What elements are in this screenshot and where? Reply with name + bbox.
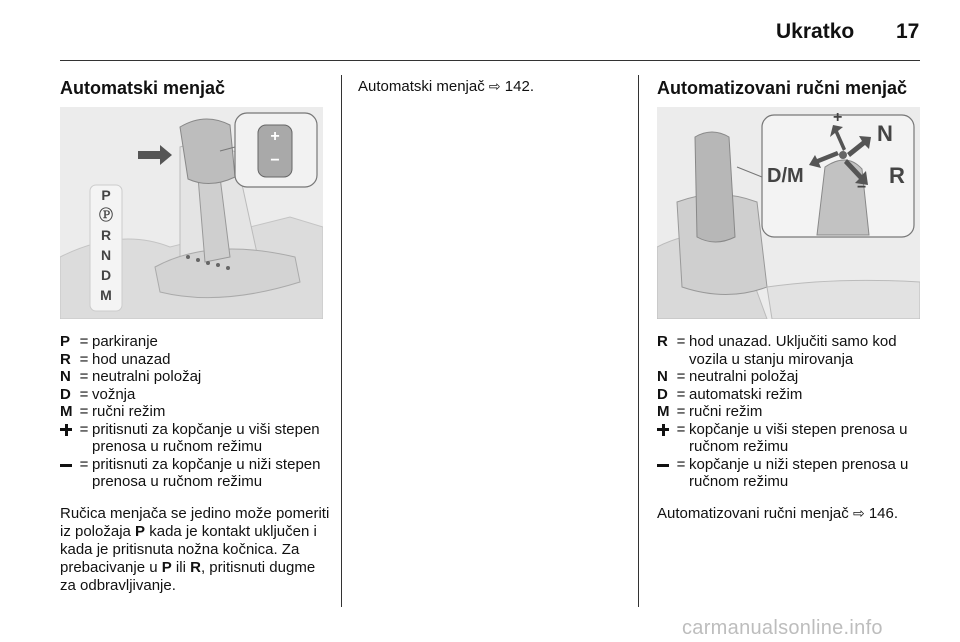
legend-row: N = neutralni položaj (657, 368, 923, 386)
figure-label-m: M (100, 287, 112, 303)
minus-icon (60, 464, 72, 467)
header-divider (60, 60, 920, 61)
cross-reference-automated-manual[interactable] (657, 505, 898, 522)
legend-row: D = vožnja (60, 386, 326, 404)
legend-symbol: D (657, 385, 668, 403)
page-arrow-icon: ⇨ (852, 505, 865, 521)
legend-text: pritisnuti za kopčanje u niži stepen prenosa u ručnom režimu (92, 455, 321, 490)
paragraph-text: kada je kontakt uključen i kada je pritisnuta nožna kočnica. Za prebacivanje u (60, 523, 317, 576)
legend-text: ručni režim (689, 403, 763, 420)
column-divider-left (341, 75, 342, 607)
figure-label-n-right: N (877, 121, 893, 146)
paragraph-bold: P (135, 523, 146, 540)
plus-icon (657, 424, 669, 436)
reference-page: 146. (868, 505, 899, 522)
legend-symbol: N (657, 368, 668, 385)
page-number: 17 (896, 20, 920, 43)
watermark: carmanualsonline.info (682, 617, 883, 639)
legend-text: neutralni položaj (92, 368, 202, 385)
legend-symbol: M (657, 403, 670, 420)
legend-text: parkiranje (92, 333, 158, 350)
legend-symbol: R (60, 350, 71, 368)
section-title-automatic: Automatski menjač (60, 78, 226, 98)
minus-icon (657, 464, 669, 467)
legend-row: N = neutralni položaj (60, 368, 326, 386)
section-title-automated-manual: Automatizovani ručni menjač (657, 78, 908, 98)
page-arrow-icon: ⇨ (488, 78, 501, 94)
automated-manual-gear-lever-illustration (657, 107, 920, 319)
legend-row: D = automatski režim (657, 386, 923, 404)
automatic-paragraph (60, 505, 330, 595)
inset-button-labels (258, 125, 292, 173)
legend-row: R = hod unazad (60, 351, 326, 369)
figure-label-r-right: R (889, 163, 905, 188)
figure-label-d: D (100, 267, 112, 283)
shift-pattern-labels (90, 185, 122, 305)
legend-text: hod unazad. Uključiti samo kod vozila u stanju mirovanja (689, 333, 897, 368)
reference-text: Automatski menjač (358, 78, 485, 95)
reference-text: Automatizovani ručni menjač (657, 505, 849, 522)
automatic-legend (60, 333, 326, 491)
legend-row: M = ručni režim (60, 403, 326, 421)
legend-text: vožnja (92, 385, 136, 403)
legend-symbol: P (60, 333, 71, 350)
figure-label-dm: D/M (767, 165, 804, 187)
figure-label-plus: + (270, 128, 280, 145)
legend-text: kopčanje u viši stepen prenosa u ručnom režimu (689, 420, 908, 455)
legend-symbol: M (60, 403, 73, 420)
page-header-title: Ukratko (776, 20, 855, 43)
figure-label-plus-right: + (833, 109, 843, 126)
cross-reference-automatic[interactable] (358, 78, 534, 95)
legend-row: R = hod unazad. Uključiti samo kod vozila u stanju mirovanja (657, 333, 923, 368)
figure-label-lock: Ⓟ (99, 207, 113, 223)
automatic-gear-lever-illustration (60, 107, 323, 319)
paragraph-bold: R (190, 559, 201, 576)
legend-text: ručni režim (92, 403, 166, 420)
legend-symbol: R (657, 333, 668, 350)
paragraph-text: ili (171, 559, 191, 576)
column-divider-right (638, 75, 639, 607)
legend-symbol: N (60, 368, 71, 385)
legend-symbol: D (60, 385, 71, 403)
plus-icon (60, 424, 72, 436)
legend-row: M = ručni režim (657, 403, 923, 421)
legend-row: = kopčanje u viši stepen prenosa u ručnom režimu (657, 421, 923, 456)
legend-text: neutralni položaj (689, 368, 799, 385)
legend-row: = pritisnuti za kopčanje u viši stepen prenosa u ručnom režimu (60, 421, 326, 456)
legend-row: P = parkiranje (60, 333, 326, 351)
figure-label-p: P (101, 187, 111, 203)
figure-label-r: R (100, 227, 112, 243)
paragraph-text: Ručica menjača se jedino može pomeriti iz položaja (60, 505, 330, 540)
automated-manual-legend (657, 333, 923, 491)
figure-label-minus-right: − (857, 179, 867, 196)
legend-row: = pritisnuti za kopčanje u niži stepen prenosa u ručnom režimu (60, 456, 326, 491)
reference-page: 142. (504, 78, 534, 95)
figure-label-n: N (100, 247, 112, 263)
legend-row: = kopčanje u niži stepen prenosa u ručnom režimu (657, 456, 923, 491)
paragraph-text: , pritisnuti dugme za odbravljivanje. (60, 559, 316, 594)
legend-text: hod unazad (92, 350, 171, 368)
legend-text: pritisnuti za kopčanje u viši stepen prenosa u ručnom režimu (92, 420, 320, 455)
legend-text: automatski režim (689, 385, 803, 403)
legend-text: kopčanje u niži stepen prenosa u ručnom režimu (689, 455, 909, 490)
figure-label-minus: − (270, 152, 280, 169)
paragraph-bold: P (161, 559, 172, 576)
